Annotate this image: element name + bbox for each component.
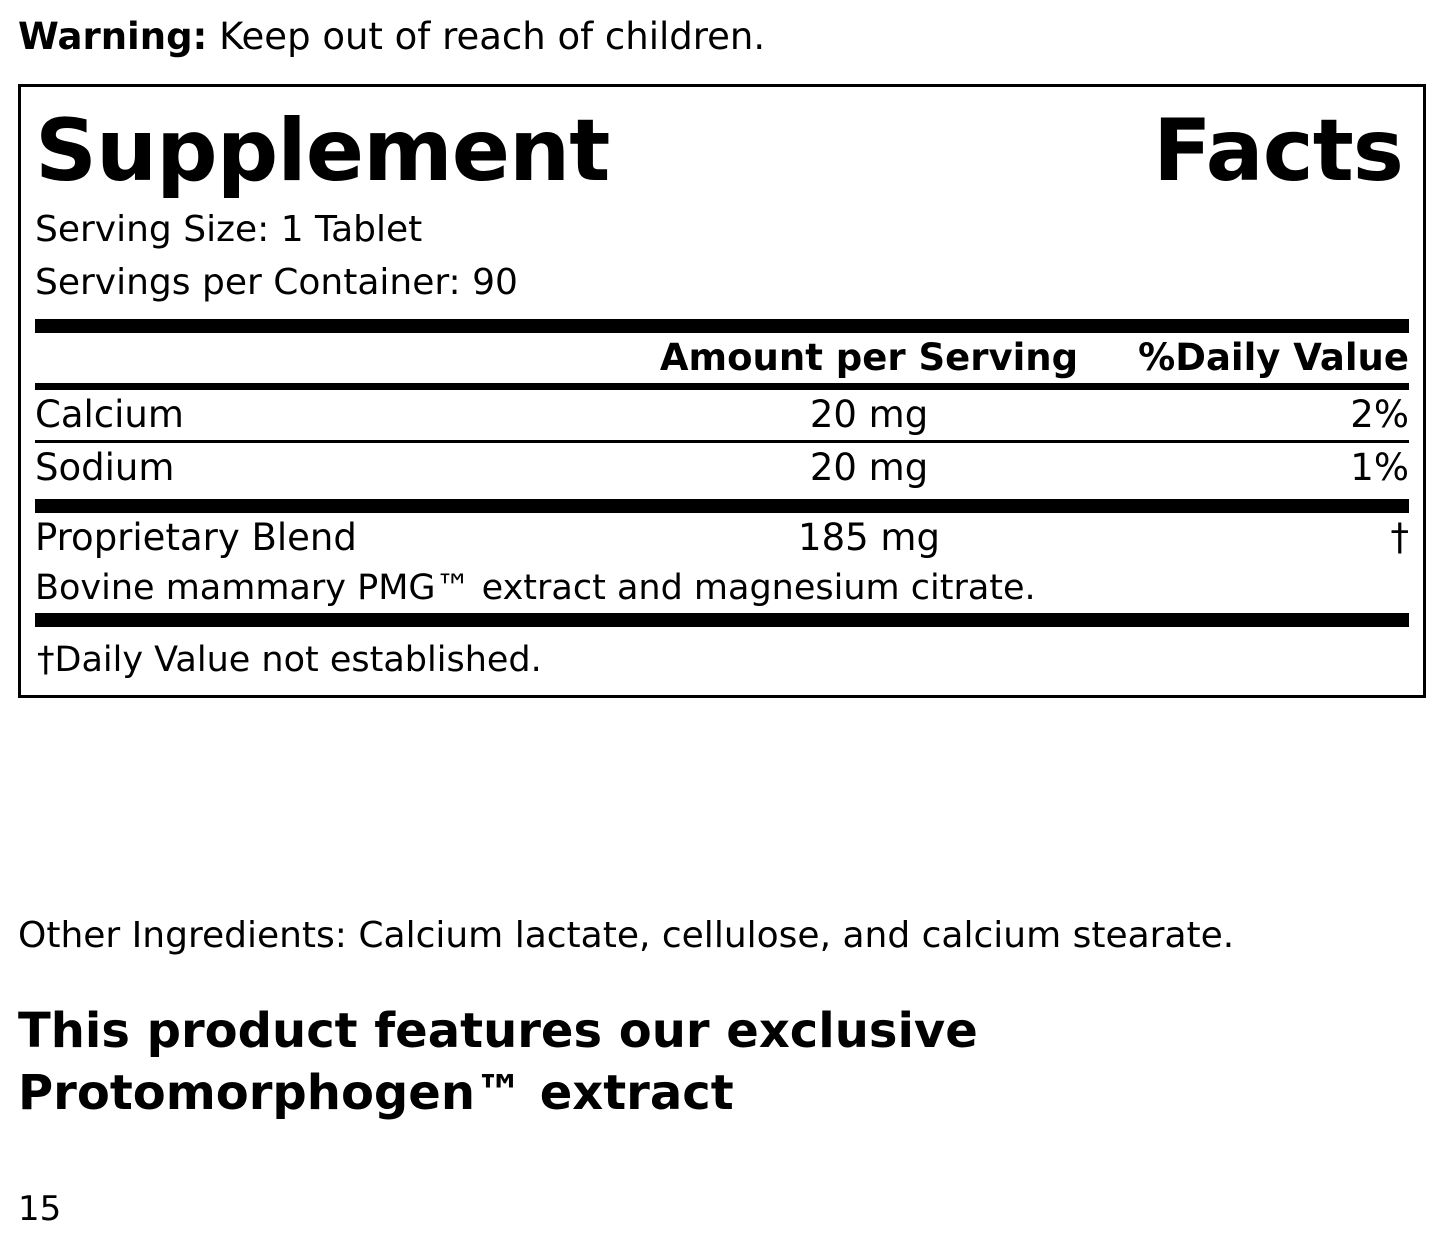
panel-title <box>35 101 1409 201</box>
facts-rows-2 <box>35 443 1409 493</box>
row-name-proprietary-blend: Proprietary Blend <box>35 516 357 559</box>
panel-title-word-facts: Facts <box>1152 101 1403 201</box>
warning-text: Keep out of reach of children. <box>207 15 766 58</box>
other-ingredients: Other Ingredients: Calcium lactate, cellulose, and calcium stearate. <box>18 915 1235 956</box>
blend-description: Bovine mammary PMG™ extract and magnesium citrate. <box>35 568 1036 608</box>
header-nutrient <box>35 333 659 383</box>
rule-above-blend <box>35 499 1409 513</box>
header-daily-value: %Daily Value <box>1138 336 1409 379</box>
row-amount-sodium: 20 mg <box>809 446 929 489</box>
proprietary-blend-table <box>35 513 1409 613</box>
warning-label: Warning: <box>18 15 208 58</box>
facts-rows <box>35 390 1409 440</box>
rule-under-header <box>35 383 1409 390</box>
table-row <box>35 513 1409 563</box>
row-amount-proprietary-blend: 185 mg <box>798 516 940 559</box>
table-header-row <box>35 333 1409 383</box>
row-dv-proprietary-blend: † <box>1390 516 1409 559</box>
rule-top-thick <box>35 319 1409 333</box>
panel-title-word-supplement: Supplement <box>35 101 610 201</box>
daily-value-footnote: †Daily Value not established. <box>37 640 542 680</box>
row-dv-sodium: 1% <box>1350 446 1409 489</box>
servings-per-container: Servings per Container: 90 <box>35 262 518 303</box>
header-amount-per-serving: Amount per Serving <box>659 336 1079 379</box>
page-number: 15 <box>18 1189 62 1229</box>
serving-size: Serving Size: 1 Tablet <box>35 209 423 250</box>
supplement-facts-panel <box>18 84 1426 698</box>
row-amount-calcium: 20 mg <box>809 393 929 436</box>
blend-description-row <box>35 563 1409 613</box>
row-name-sodium: Sodium <box>35 446 175 489</box>
table-row <box>35 390 1409 440</box>
rule-below-blend <box>35 613 1409 627</box>
feature-statement: This product features our exclusive Protomorphogen™ extract <box>18 1003 978 1121</box>
row-name-calcium: Calcium <box>35 393 184 436</box>
row-dv-calcium: 2% <box>1350 393 1409 436</box>
facts-table <box>35 333 1409 383</box>
table-row <box>35 443 1409 493</box>
warning-line <box>18 14 765 60</box>
